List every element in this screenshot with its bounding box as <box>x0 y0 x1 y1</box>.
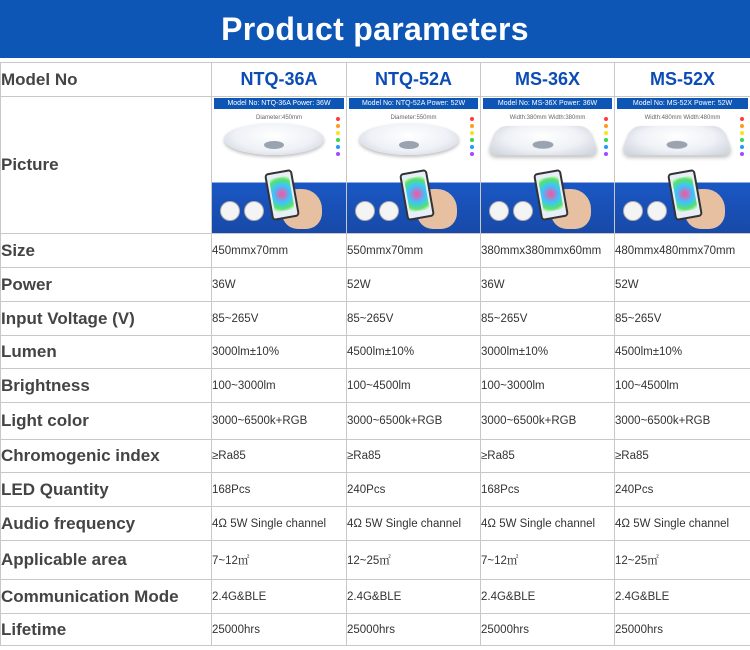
spec-row <box>1 440 750 473</box>
spec-value: 380mmx380mmx60mm <box>481 234 615 268</box>
spec-value: 3000lm±10% <box>481 336 615 369</box>
spec-value: 4500lm±10% <box>347 336 481 369</box>
row-label: Chromogenic index <box>1 440 212 473</box>
spec-value: 4500lm±10% <box>615 336 750 369</box>
color-dot <box>336 131 340 135</box>
spec-value: ≥Ra85 <box>481 440 615 473</box>
ceiling-lamp-image <box>487 126 600 155</box>
color-dot <box>336 145 340 149</box>
smartphone-icon <box>667 169 703 221</box>
spec-value: 4Ω 5W Single channel <box>212 507 347 541</box>
rgb-color-dots <box>470 117 474 156</box>
spec-value: 2.4G&BLE <box>481 580 615 614</box>
color-dot <box>470 138 474 142</box>
color-dot <box>740 152 744 156</box>
ceiling-lamp-image <box>224 123 324 155</box>
spec-value: 25000hrs <box>212 614 347 646</box>
color-wheel-screen <box>269 176 295 213</box>
spec-row <box>1 302 750 336</box>
spec-row <box>1 369 750 403</box>
smartphone-icon <box>264 169 300 221</box>
row-label: Brightness <box>1 369 212 403</box>
rgb-color-dots <box>336 117 340 156</box>
color-dot <box>470 124 474 128</box>
row-label: Input Voltage (V) <box>1 302 212 336</box>
row-label: Power <box>1 268 212 302</box>
remote-controls-image <box>220 201 264 221</box>
color-dot <box>740 138 744 142</box>
smartphone-icon <box>533 169 569 221</box>
spec-value: 2.4G&BLE <box>212 580 347 614</box>
product-picture-cell <box>347 97 481 234</box>
spec-value: 3000~6500k+RGB <box>212 403 347 440</box>
spec-value: 168Pcs <box>212 473 347 507</box>
model-header: MS-52X <box>615 63 750 97</box>
spec-value: 2.4G&BLE <box>615 580 750 614</box>
color-dot <box>740 124 744 128</box>
ceiling-lamp-image <box>621 126 734 155</box>
picture-row <box>1 97 750 234</box>
product-picture <box>212 97 346 233</box>
spec-value: 7~12㎡ <box>481 541 615 580</box>
color-dot <box>604 152 608 156</box>
color-dot <box>336 152 340 156</box>
row-label: Lifetime <box>1 614 212 646</box>
color-dot <box>740 117 744 121</box>
header-row <box>1 63 750 97</box>
picture-caption: Model No: MS-52X Power: 52W <box>617 98 748 109</box>
spec-value: ≥Ra85 <box>615 440 750 473</box>
spec-value: ≥Ra85 <box>212 440 347 473</box>
spec-value: 85~265V <box>615 302 750 336</box>
remote-controls-image <box>355 201 399 221</box>
lamp-speaker <box>264 141 284 149</box>
smartphone-icon <box>399 169 435 221</box>
color-dot <box>470 145 474 149</box>
page-title: Product parameters <box>0 0 750 58</box>
lamp-speaker <box>532 141 554 149</box>
product-picture-cell <box>212 97 347 234</box>
color-dot <box>604 145 608 149</box>
picture-caption: Model No: MS-36X Power: 36W <box>483 98 612 109</box>
spec-row <box>1 336 750 369</box>
spec-row <box>1 473 750 507</box>
color-dot <box>604 124 608 128</box>
row-label: LED Quantity <box>1 473 212 507</box>
spec-value: 240Pcs <box>347 473 481 507</box>
spec-value: 100~3000lm <box>212 369 347 403</box>
row-label: Applicable area <box>1 541 212 580</box>
spec-value: 85~265V <box>347 302 481 336</box>
spec-table <box>0 62 750 646</box>
model-header: MS-36X <box>481 63 615 97</box>
spec-row <box>1 614 750 646</box>
spec-value: 52W <box>615 268 750 302</box>
spec-value: 36W <box>481 268 615 302</box>
color-wheel-screen <box>404 176 430 213</box>
spec-value: 480mmx480mmx70mm <box>615 234 750 268</box>
row-label: Size <box>1 234 212 268</box>
spec-value: 3000~6500k+RGB <box>481 403 615 440</box>
spec-value: 100~4500lm <box>615 369 750 403</box>
spec-value: 4Ω 5W Single channel <box>615 507 750 541</box>
picture-caption: Model No: NTQ-36A Power: 36W <box>214 98 344 109</box>
color-wheel-screen <box>672 176 698 213</box>
model-header: NTQ-36A <box>212 63 347 97</box>
remote-controls-image <box>623 201 667 221</box>
rgb-color-dots <box>604 117 608 156</box>
row-label: Communication Mode <box>1 580 212 614</box>
spec-value: 2.4G&BLE <box>347 580 481 614</box>
product-picture-cell <box>615 97 750 234</box>
spec-value: 52W <box>347 268 481 302</box>
spec-value: 3000~6500k+RGB <box>347 403 481 440</box>
spec-row <box>1 507 750 541</box>
spec-value: 25000hrs <box>347 614 481 646</box>
dimension-label: Diameter:550mm <box>390 115 437 121</box>
row-label: Model No <box>1 63 212 97</box>
dimension-label: Width:480mm Width:480mm <box>644 115 721 121</box>
dimension-label: Diameter:450mm <box>255 115 302 121</box>
color-dot <box>470 117 474 121</box>
spec-value: 25000hrs <box>481 614 615 646</box>
color-dot <box>336 138 340 142</box>
picture-caption: Model No: NTQ-52A Power: 52W <box>349 98 478 109</box>
spec-value: 12~25㎡ <box>347 541 481 580</box>
color-dot <box>470 131 474 135</box>
row-label: Light color <box>1 403 212 440</box>
color-dot <box>740 145 744 149</box>
spec-value: 7~12㎡ <box>212 541 347 580</box>
color-dot <box>336 124 340 128</box>
spec-value: 240Pcs <box>615 473 750 507</box>
spec-value: 168Pcs <box>481 473 615 507</box>
spec-value: 550mmx70mm <box>347 234 481 268</box>
product-picture-cell <box>481 97 615 234</box>
rgb-color-dots <box>740 117 744 156</box>
color-wheel-screen <box>538 176 564 213</box>
spec-value: ≥Ra85 <box>347 440 481 473</box>
spec-row <box>1 580 750 614</box>
spec-value: 100~4500lm <box>347 369 481 403</box>
spec-row <box>1 234 750 268</box>
ceiling-lamp-image <box>359 123 459 155</box>
spec-value: 25000hrs <box>615 614 750 646</box>
product-picture <box>347 97 480 233</box>
row-label: Audio frequency <box>1 507 212 541</box>
product-picture <box>481 97 614 233</box>
spec-row <box>1 541 750 580</box>
lamp-speaker <box>666 141 688 149</box>
color-dot <box>604 117 608 121</box>
product-picture <box>615 97 750 233</box>
spec-row <box>1 403 750 440</box>
spec-value: 36W <box>212 268 347 302</box>
spec-value: 85~265V <box>481 302 615 336</box>
spec-value: 12~25㎡ <box>615 541 750 580</box>
model-header: NTQ-52A <box>347 63 481 97</box>
color-dot <box>604 138 608 142</box>
row-label: Picture <box>1 97 212 234</box>
dimension-label: Width:380mm Width:380mm <box>509 115 586 121</box>
spec-value: 100~3000lm <box>481 369 615 403</box>
spec-value: 4Ω 5W Single channel <box>481 507 615 541</box>
color-dot <box>604 131 608 135</box>
color-dot <box>336 117 340 121</box>
spec-value: 4Ω 5W Single channel <box>347 507 481 541</box>
color-dot <box>740 131 744 135</box>
remote-controls-image <box>489 201 533 221</box>
row-label: Lumen <box>1 336 212 369</box>
spec-value: 3000lm±10% <box>212 336 347 369</box>
spec-value: 85~265V <box>212 302 347 336</box>
spec-row <box>1 268 750 302</box>
color-dot <box>470 152 474 156</box>
spec-value: 450mmx70mm <box>212 234 347 268</box>
lamp-speaker <box>399 141 419 149</box>
spec-value: 3000~6500k+RGB <box>615 403 750 440</box>
